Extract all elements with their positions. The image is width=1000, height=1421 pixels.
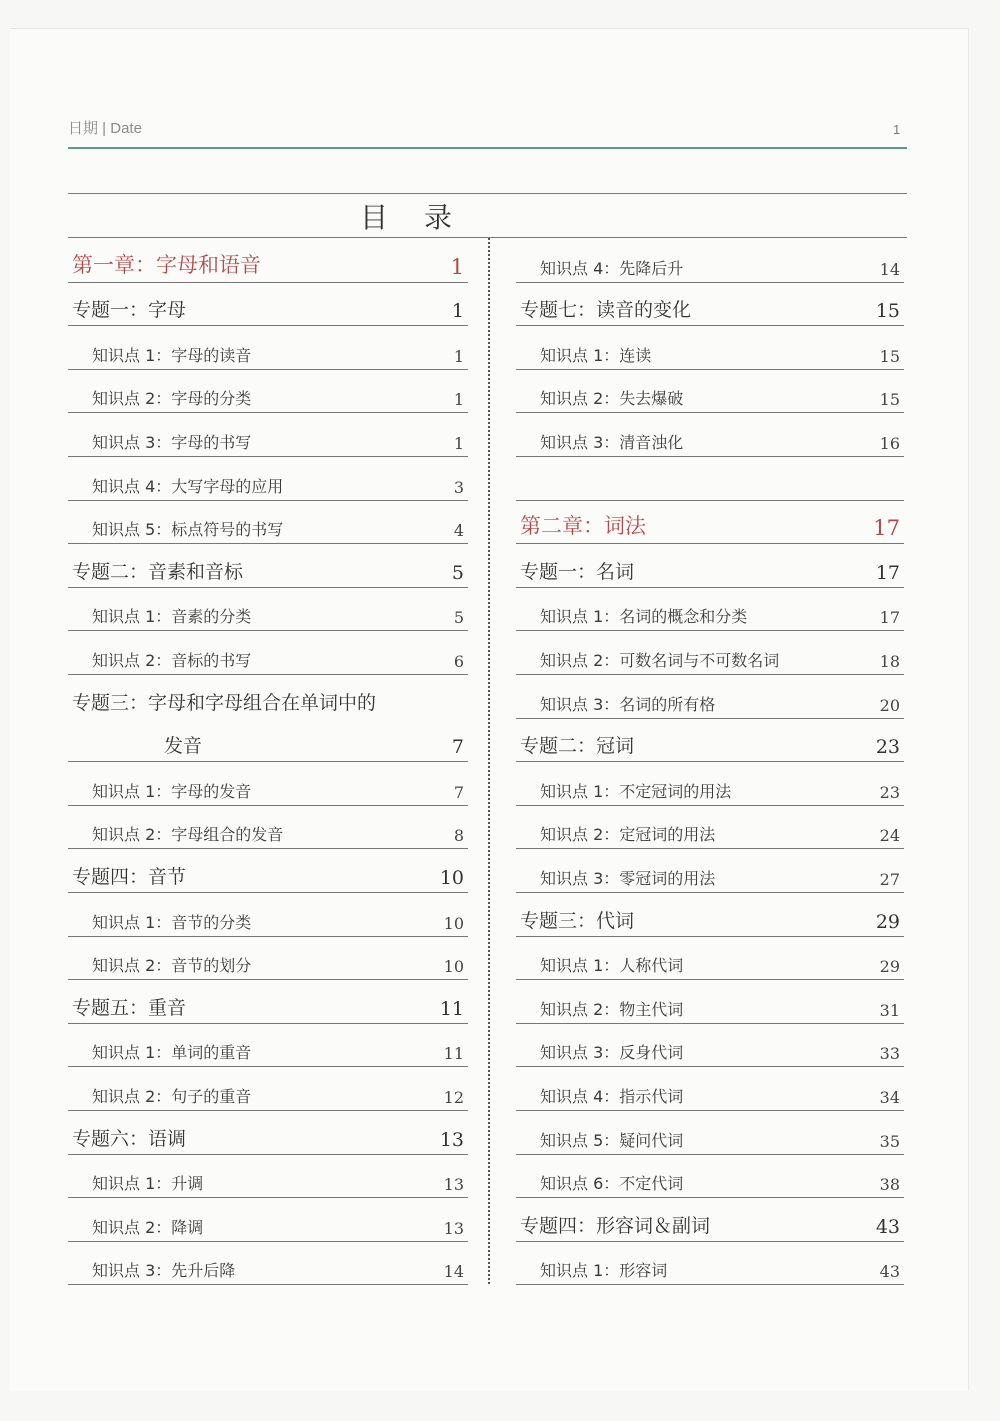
toc-entry-topic[interactable] <box>68 979 468 1024</box>
toc-entry-point[interactable] <box>68 587 468 632</box>
toc-entry-page: 31 <box>879 1000 900 1020</box>
toc-entry-point[interactable] <box>68 892 468 937</box>
toc-entry-label: 专题三：字母和字母组合在单词中的 <box>72 691 377 714</box>
toc-entry-point[interactable] <box>68 805 468 850</box>
header-rule <box>68 147 907 149</box>
toc-entry-point[interactable] <box>516 1154 904 1199</box>
toc-entry-topic[interactable] <box>516 892 904 937</box>
toc-entry-page: 1 <box>453 433 464 453</box>
toc-entry-page: 5 <box>453 608 464 628</box>
toc-entry-label: 知识点 1：连读 <box>540 345 652 365</box>
toc-entry-page: 43 <box>875 1215 900 1238</box>
toc-entry-topic[interactable] <box>516 543 904 588</box>
page-number: 1 <box>893 122 901 137</box>
toc-entry-point[interactable] <box>516 1110 904 1155</box>
toc-entry-topic[interactable] <box>68 543 468 588</box>
toc-entry-label: 知识点 3：清音浊化 <box>540 432 684 452</box>
toc-entry-topic[interactable] <box>68 1110 468 1155</box>
toc-entry-chapter[interactable] <box>68 238 468 283</box>
toc-entry-label: 知识点 1：升调 <box>92 1174 204 1194</box>
toc-entry-label: 知识点 1：字母的发音 <box>92 781 252 801</box>
toc-entry-point[interactable] <box>68 1197 468 1242</box>
column-divider <box>488 238 490 1284</box>
toc-entry-point[interactable] <box>68 1241 468 1286</box>
toc-entry-page: 1 <box>453 390 464 410</box>
toc-entry-page: 12 <box>443 1087 464 1107</box>
toc-entry-label: 专题二：冠词 <box>520 735 635 758</box>
toc-entry-label: 知识点 5：标点符号的书写 <box>92 520 284 540</box>
toc-entry-label: 知识点 1：形容词 <box>540 1261 668 1281</box>
toc-entry-topic[interactable] <box>68 282 468 327</box>
toc-entry-point[interactable] <box>68 369 468 414</box>
toc-entry-point[interactable] <box>516 1066 904 1111</box>
toc-entry-label: 专题三：代词 <box>520 909 635 932</box>
toc-entry-point[interactable] <box>516 369 904 414</box>
toc-entry-label: 第一章：字母和语音 <box>72 252 261 277</box>
toc-entry-label: 知识点 1：字母的读音 <box>92 345 252 365</box>
toc-entry-topic[interactable] <box>68 848 468 893</box>
toc-entry-page: 17 <box>879 608 900 628</box>
toc-entry-label: 知识点 1：单词的重音 <box>92 1043 252 1063</box>
toc-entry-page: 15 <box>875 300 900 323</box>
toc-entry-label: 专题一：字母 <box>72 299 187 322</box>
toc-entry-page: 20 <box>879 695 900 715</box>
toc-entry-page: 14 <box>443 1262 464 1282</box>
toc-entry-topic[interactable] <box>68 674 468 718</box>
toc-entry-page: 11 <box>439 997 464 1020</box>
toc-entry-label: 知识点 3：零冠词的用法 <box>540 868 716 888</box>
toc-entry-page: 17 <box>875 561 900 584</box>
toc-entry-page: 11 <box>443 1044 464 1064</box>
toc-entry-label: 专题七：读音的变化 <box>520 299 692 322</box>
toc-entry-label: 知识点 1：不定冠词的用法 <box>540 781 732 801</box>
toc-entry-label: 知识点 1：人称代词 <box>540 956 684 976</box>
toc-entry-point[interactable] <box>68 1023 468 1068</box>
toc-entry-point[interactable] <box>516 238 904 283</box>
toc-entry-topic[interactable] <box>516 282 904 327</box>
toc-entry-point[interactable] <box>516 674 904 719</box>
toc-entry-label: 专题一：名词 <box>520 560 635 583</box>
toc-entry-label: 发音 <box>164 735 203 758</box>
top-rule <box>68 193 907 194</box>
toc-entry-page: 1 <box>450 254 464 279</box>
toc-entry-page: 29 <box>875 910 900 933</box>
toc-entry-page: 14 <box>879 259 900 279</box>
toc-entry-page: 10 <box>443 957 464 977</box>
toc-entry-label: 知识点 2：音标的书写 <box>92 650 252 670</box>
toc-entry-label: 专题四：音节 <box>72 865 187 888</box>
toc-entry-point[interactable] <box>516 630 904 675</box>
toc-entry-point[interactable] <box>516 1241 904 1286</box>
toc-entry-label: 知识点 4：大写字母的应用 <box>92 476 284 496</box>
toc-entry-label: 专题四：形容词＆副词 <box>520 1214 711 1237</box>
toc-entry-point[interactable] <box>516 936 904 981</box>
toc-entry-point[interactable] <box>516 587 904 632</box>
toc-entry-page: 13 <box>443 1175 464 1195</box>
toc-entry-page: 3 <box>453 477 464 497</box>
toc-entry-label: 知识点 1：音素的分类 <box>92 607 252 627</box>
toc-entry-page: 13 <box>443 1218 464 1238</box>
toc-entry-page: 17 <box>873 516 900 541</box>
toc-entry-label: 知识点 6：不定代词 <box>540 1174 684 1194</box>
toc-entry-page: 8 <box>453 826 464 846</box>
toc-entry-label: 知识点 2：可数名词与不可数名词 <box>540 650 780 670</box>
toc-entry-point[interactable] <box>68 500 468 545</box>
toc-entry-point[interactable] <box>516 979 904 1024</box>
toc-entry-label: 知识点 5：疑问代词 <box>540 1130 684 1150</box>
toc-entry-label: 知识点 2：句子的重音 <box>92 1086 252 1106</box>
toc-entry-page: 1 <box>451 300 464 323</box>
toc-entry-page: 24 <box>879 826 900 846</box>
toc-entry-point[interactable] <box>516 325 904 370</box>
toc-entry-point[interactable] <box>516 761 904 806</box>
toc-entry-page: 16 <box>879 433 900 453</box>
toc-entry-point[interactable] <box>68 761 468 806</box>
toc-entry-page: 4 <box>453 521 464 541</box>
toc-entry-point[interactable] <box>68 325 468 370</box>
toc-entry-page: 29 <box>879 957 900 977</box>
toc-entry-page: 15 <box>879 390 900 410</box>
toc-entry-label: 知识点 2：字母组合的发音 <box>92 825 284 845</box>
toc-entry-page: 27 <box>879 869 900 889</box>
toc-entry-point[interactable] <box>68 630 468 675</box>
toc-entry-topic[interactable] <box>68 718 468 763</box>
toc-entry-topic[interactable] <box>516 1197 904 1242</box>
toc-entry-page: 34 <box>879 1087 900 1107</box>
toc-title: 目录 <box>360 201 489 234</box>
toc-entry-page: 7 <box>451 736 464 759</box>
toc-entry-point[interactable] <box>516 1023 904 1068</box>
toc-entry-label: 知识点 3：字母的书写 <box>92 432 252 452</box>
toc-entry-label: 知识点 3：名词的所有格 <box>540 694 716 714</box>
toc-entry-point[interactable] <box>68 456 468 501</box>
toc-entry-label: 知识点 3：先升后降 <box>92 1261 236 1281</box>
toc-entry-point[interactable] <box>68 1154 468 1199</box>
toc-entry-label: 知识点 4：指示代词 <box>540 1086 684 1106</box>
toc-entry-page: 18 <box>879 651 900 671</box>
toc-entry-label: 专题二：音素和音标 <box>72 560 244 583</box>
toc-entry-label: 知识点 2：音节的划分 <box>92 956 252 976</box>
toc-entry-point[interactable] <box>68 412 468 457</box>
toc-entry-page: 23 <box>879 782 900 802</box>
toc-entry-label: 知识点 2：字母的分类 <box>92 389 252 409</box>
toc-entry-page: 7 <box>453 782 464 802</box>
toc-entry-point[interactable] <box>68 936 468 981</box>
toc-entry-point[interactable] <box>68 1066 468 1111</box>
toc-entry-page: 6 <box>453 651 464 671</box>
toc-entry-label: 第二章：词法 <box>520 514 646 539</box>
toc-entry-page: 13 <box>439 1128 464 1151</box>
toc-entry-page: 23 <box>875 736 900 759</box>
toc-entry-point[interactable] <box>516 848 904 893</box>
toc-entry-page: 10 <box>439 866 464 889</box>
toc-entry-point[interactable] <box>516 412 904 457</box>
toc-entry-chapter[interactable] <box>516 500 904 545</box>
toc-entry-page: 15 <box>879 346 900 366</box>
toc-entry-label: 专题五：重音 <box>72 996 187 1019</box>
toc-entry-point[interactable] <box>516 805 904 850</box>
header-date-label: 日期 | Date <box>68 120 142 137</box>
toc-entry-page: 5 <box>451 561 464 584</box>
toc-entry-page: 35 <box>879 1131 900 1151</box>
toc-entry-label: 知识点 4：先降后升 <box>540 258 684 278</box>
toc-entry-label: 知识点 2：失去爆破 <box>540 389 684 409</box>
toc-entry-label: 知识点 1：音节的分类 <box>92 912 252 932</box>
toc-entry-page: 43 <box>879 1262 900 1282</box>
toc-entry-label: 专题六：语调 <box>72 1127 187 1150</box>
toc-entry-page: 33 <box>879 1044 900 1064</box>
toc-entry-label: 知识点 1：名词的概念和分类 <box>540 607 748 627</box>
toc-entry-page: 38 <box>879 1175 900 1195</box>
toc-blank-row <box>516 456 904 501</box>
toc-entry-label: 知识点 2：降调 <box>92 1217 204 1237</box>
toc-entry-topic[interactable] <box>516 718 904 763</box>
toc-entry-label: 知识点 2：物主代词 <box>540 999 684 1019</box>
toc-entry-page: 1 <box>453 346 464 366</box>
toc-entry-label: 知识点 2：定冠词的用法 <box>540 825 716 845</box>
toc-entry-page: 10 <box>443 913 464 933</box>
toc-entry-label: 知识点 3：反身代词 <box>540 1043 684 1063</box>
